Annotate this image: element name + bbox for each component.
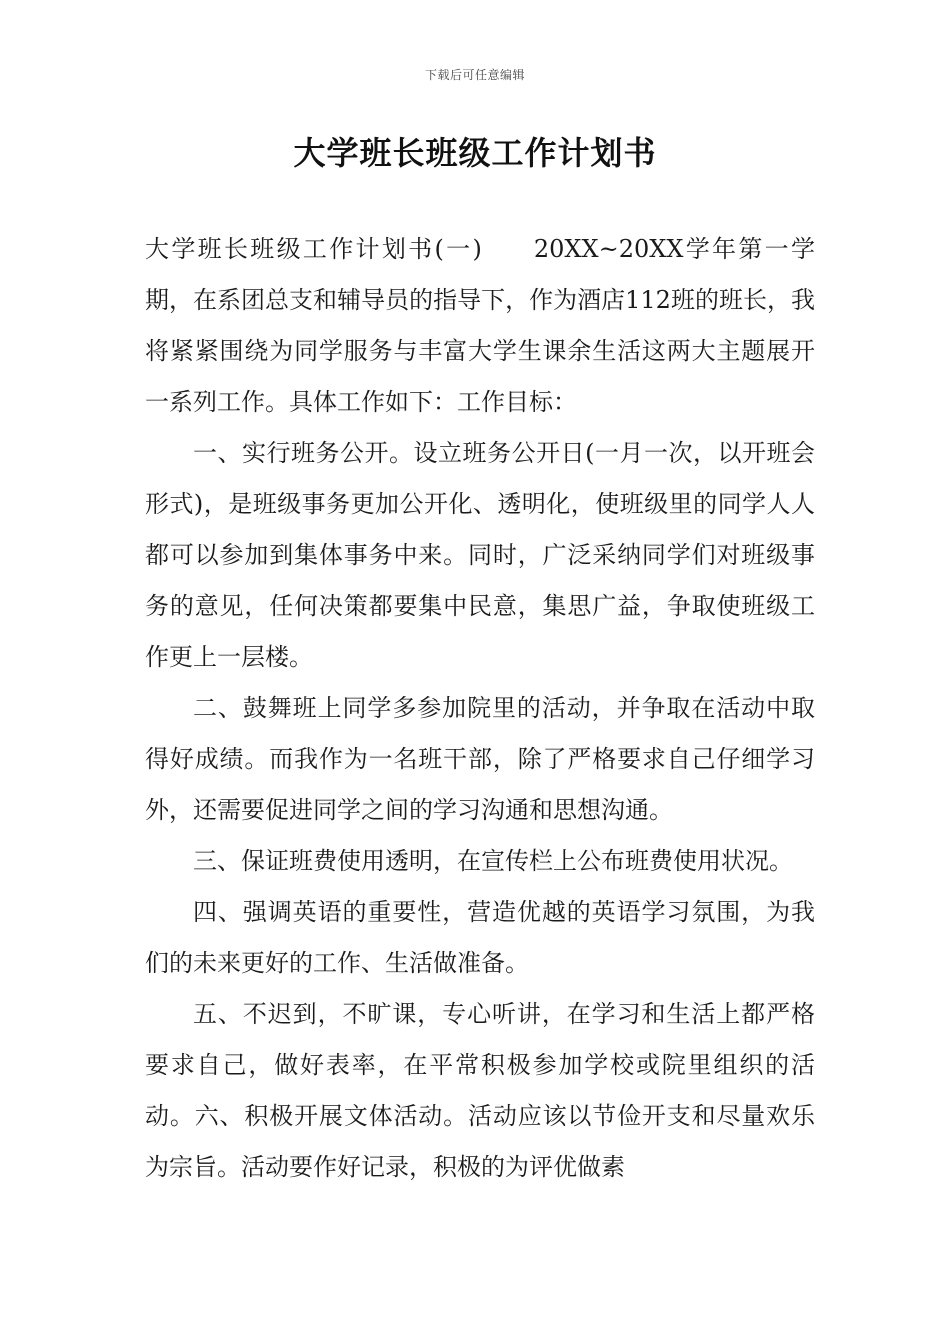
document-body <box>145 224 815 1193</box>
intro-paragraph <box>145 224 815 428</box>
paragraph-1: 一、实行班务公开。设立班务公开日(一月一次，以开班会形式)，是班级事务更加公开化、透明化，使班级里的同学人人都可以参加到集体事务中来。同时，广泛采纳同学们对班级事务的意见，任何决策都要集中民意，集思广益，争取使班级工作更上一层楼。 <box>145 439 815 671</box>
intro-text: 20XX~20XX学年第一学期，在系团总支和辅导员的指导下，作为酒店112班的班长，我将紧紧围绕为同学服务与丰富大学生课余生活这两大主题展开一系列工作。具体工作如下：工作目标： <box>145 235 815 416</box>
paragraph-3: 三、保证班费使用透明，在宣传栏上公布班费使用状况。 <box>193 847 793 875</box>
intro-heading: 大学班长班级工作计划书(一) <box>145 235 482 263</box>
paragraph-2: 二、鼓舞班上同学多参加院里的活动，并争取在活动中取得好成绩。而我作为一名班干部，除了严格要求自己仔细学习外，还需要促进同学之间的学习沟通和思想沟通。 <box>145 694 815 824</box>
paragraph-5: 五、不迟到，不旷课，专心听讲，在学习和生活上都严格要求自己，做好表率，在平常积极参加学校或院里组织的活动。六、积极开展文体活动。活动应该以节俭开支和尽量欢乐为宗旨。活动要作好记录，积极的为评优做素 <box>145 1000 815 1181</box>
paragraph-4: 四、强调英语的重要性，营造优越的英语学习氛围，为我们的未来更好的工作、生活做准备。 <box>145 898 815 977</box>
document-title: 大学班长班级工作计划书 <box>293 134 657 172</box>
header-note: 下载后可任意编辑 <box>424 68 525 82</box>
